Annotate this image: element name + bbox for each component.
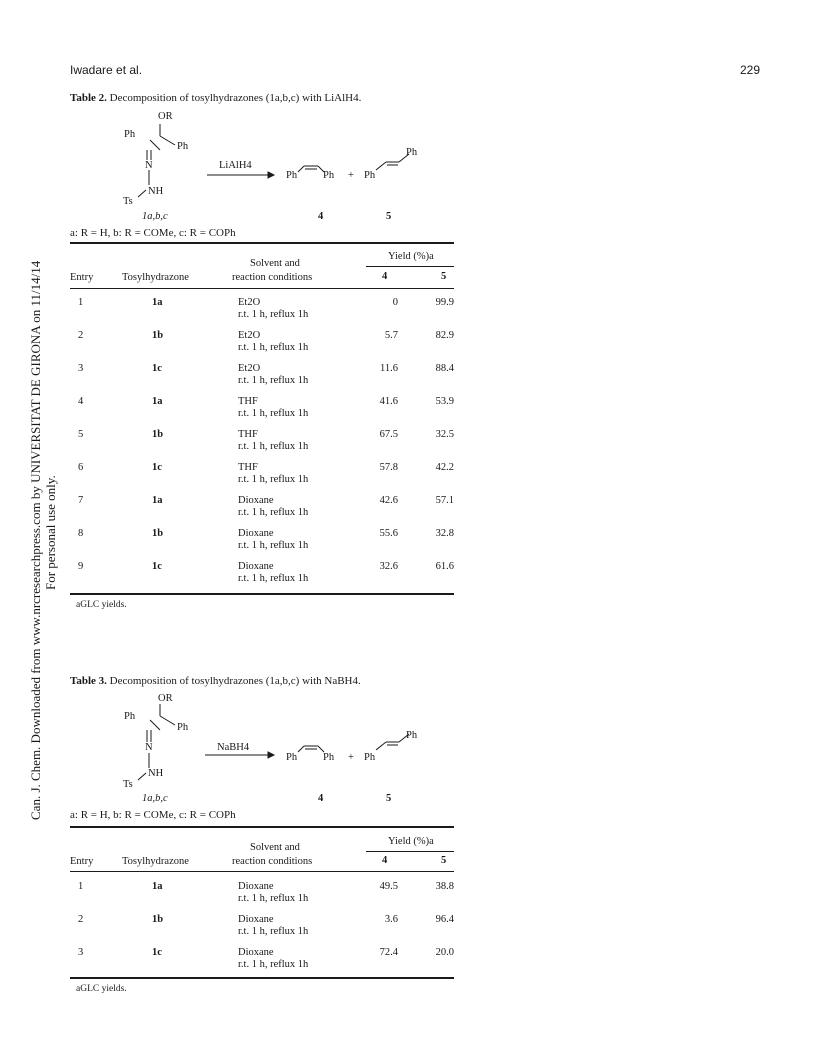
table3-scheme-ph-left: Ph (124, 711, 136, 722)
cell-conditions: r.t. 1 h, reflux 1h (238, 893, 309, 904)
cell-solvent: THF (238, 429, 258, 440)
table3-scheme-p4-ph2: Ph (323, 752, 335, 763)
cell-conditions: r.t. 1 h, reflux 1h (238, 926, 309, 937)
table3-scheme-reagent: NaBH4 (217, 742, 250, 753)
cell-conditions: r.t. 1 h, reflux 1h (238, 375, 309, 386)
cell-solvent: Dioxane (238, 528, 274, 539)
table3-scheme-p5-ph1: Ph (364, 752, 376, 763)
table2-header-solvent-2: reaction conditions (232, 272, 313, 283)
table2-scheme-ph-right: Ph (177, 141, 189, 152)
cell-y4: 41.6 (379, 396, 398, 407)
cell-entry: 9 (78, 561, 84, 572)
table2-scheme-reagent: LiAlH4 (219, 160, 252, 171)
table3-bottom-rule (70, 977, 454, 979)
table3-scheme-ph-right: Ph (177, 722, 189, 733)
table2-bottom-rule (70, 593, 454, 595)
cell-entry: 6 (78, 462, 84, 473)
table2-yield-rule (366, 266, 454, 267)
table3-yield-rule (366, 851, 454, 852)
table2-header-rule (70, 288, 454, 289)
table3-scheme-plus: + (348, 752, 354, 763)
cell-y4: 72.4 (379, 947, 398, 958)
cell-conditions: r.t. 1 h, reflux 1h (238, 441, 309, 452)
table3-header-col5: 5 (441, 855, 447, 866)
table3-top-rule (70, 826, 454, 828)
cell-tosyl: 1a (152, 495, 163, 506)
cell-entry: 8 (78, 528, 84, 539)
cell-tosyl: 1b (152, 429, 164, 440)
table3-header-yield: Yield (%)a (388, 836, 434, 847)
table2-scheme-n: N (145, 160, 153, 171)
cell-tosyl: 1c (152, 947, 162, 958)
cell-conditions: r.t. 1 h, reflux 1h (238, 474, 309, 485)
cell-solvent: Et2O (238, 363, 261, 374)
table2-scheme-label-5: 5 (386, 211, 392, 222)
side-note-line1: Can. J. Chem. Downloaded from www.nrcresearchpress.com by UNIVERSITAT DE GIRONA on 11/14/14 (28, 260, 43, 820)
cell-y4: 49.5 (379, 881, 398, 892)
table2-header-solvent-1: Solvent and (250, 258, 300, 269)
table2-caption-text: Decomposition of tosylhydrazones (1a,b,c) with LiAlH4. (109, 92, 362, 104)
table2-scheme-ph-left: Ph (124, 129, 136, 140)
cell-y5: 42.2 (435, 462, 454, 473)
cell-tosyl: 1b (152, 914, 164, 925)
cell-entry: 2 (78, 914, 84, 925)
cell-y5: 20.0 (435, 947, 454, 958)
table2-header-col5: 5 (441, 271, 447, 282)
table3-header-solvent-1: Solvent and (250, 842, 300, 853)
cell-y4: 0 (392, 297, 398, 308)
table3-header-entry: Entry (70, 856, 94, 867)
cell-y5: 99.9 (435, 297, 454, 308)
table3-scheme-compound-label: 1a,b,c (142, 793, 168, 804)
cell-y4: 55.6 (379, 528, 398, 539)
cell-conditions: r.t. 1 h, reflux 1h (238, 309, 309, 320)
table2-scheme-p5-ph1: Ph (364, 170, 376, 181)
table2-scheme-compound-label: 1a,b,c (142, 211, 168, 222)
cell-tosyl: 1a (152, 297, 163, 308)
table2-header-yield: Yield (%)a (388, 251, 434, 262)
cell-y5: 53.9 (435, 396, 454, 407)
cell-conditions: r.t. 1 h, reflux 1h (238, 507, 309, 518)
cell-entry: 3 (78, 947, 84, 958)
cell-tosyl: 1a (152, 396, 163, 407)
cell-tosyl: 1b (152, 330, 164, 341)
cell-conditions: r.t. 1 h, reflux 1h (238, 408, 309, 419)
table3-caption-text: Decomposition of tosylhydrazones (1a,b,c) with NaBH4. (109, 675, 361, 687)
cell-solvent: THF (238, 462, 258, 473)
table2-scheme-plus: + (348, 170, 354, 181)
table3-header-rule (70, 871, 454, 872)
cell-solvent: Dioxane (238, 561, 274, 572)
cell-solvent: Dioxane (238, 495, 274, 506)
cell-entry: 1 (78, 297, 84, 308)
cell-solvent: Dioxane (238, 947, 274, 958)
table3-header-col4: 4 (382, 855, 388, 866)
cell-y4: 11.6 (380, 363, 398, 374)
table2-footnote: aGLC yields. (76, 600, 127, 610)
table3-scheme-n: N (145, 742, 153, 753)
cell-conditions: r.t. 1 h, reflux 1h (238, 342, 309, 353)
cell-tosyl: 1c (152, 561, 162, 572)
table2-scheme-p4-ph2: Ph (323, 170, 335, 181)
cell-y4: 5.7 (384, 330, 398, 341)
cell-conditions: r.t. 1 h, reflux 1h (238, 959, 309, 970)
cell-solvent: Dioxane (238, 881, 274, 892)
cell-y4: 42.6 (379, 495, 398, 506)
table2-legend: a: R = H, b: R = COMe, c: R = COPh (70, 227, 236, 239)
cell-y4: 57.8 (379, 462, 398, 473)
cell-y4: 3.6 (384, 914, 398, 925)
table2-scheme-ts: Ts (123, 196, 133, 207)
cell-entry: 4 (78, 396, 84, 407)
table2-top-rule (70, 242, 454, 244)
table3-scheme-p4-ph1: Ph (286, 752, 298, 763)
table3-scheme-p5-ph2: Ph (406, 730, 418, 741)
cell-solvent: Dioxane (238, 914, 274, 925)
cell-tosyl: 1b (152, 528, 164, 539)
cell-y5: 82.9 (435, 330, 454, 341)
table3-scheme-label-4: 4 (318, 793, 324, 804)
table2-header-col4: 4 (382, 271, 388, 282)
table3-footnote: aGLC yields. (76, 984, 127, 994)
cell-y5: 38.8 (435, 881, 454, 892)
side-note-line2: For personal use only. (43, 475, 58, 590)
cell-conditions: r.t. 1 h, reflux 1h (238, 540, 309, 551)
cell-entry: 2 (78, 330, 84, 341)
table2-header-entry: Entry (70, 272, 94, 283)
table3-header-solvent-2: reaction conditions (232, 856, 313, 867)
cell-y5: 32.8 (435, 528, 454, 539)
table2-scheme-p5-ph2: Ph (406, 147, 418, 158)
cell-y5: 57.1 (435, 495, 454, 506)
table2-scheme-nh: NH (148, 186, 164, 197)
cell-tosyl: 1c (152, 462, 162, 473)
table3-scheme-bonds (0, 680, 817, 830)
cell-y5: 88.4 (435, 363, 454, 374)
cell-solvent: Et2O (238, 330, 261, 341)
running-author: Iwadare et al. (70, 63, 143, 77)
cell-entry: 1 (78, 881, 84, 892)
cell-solvent: THF (238, 396, 258, 407)
table3-scheme-label-5: 5 (386, 793, 392, 804)
cell-solvent: Et2O (238, 297, 261, 308)
cell-y4: 67.5 (379, 429, 398, 440)
cell-y5: 61.6 (435, 561, 454, 572)
cell-y5: 32.5 (435, 429, 454, 440)
page-number: 229 (740, 63, 761, 77)
cell-entry: 3 (78, 363, 84, 374)
table3-scheme-ts: Ts (123, 779, 133, 790)
table2-header-tosyl: Tosylhydrazone (122, 272, 189, 283)
table2-scheme-or: OR (158, 111, 173, 122)
table2-scheme-p4-ph1: Ph (286, 170, 298, 181)
cell-conditions: r.t. 1 h, reflux 1h (238, 573, 309, 584)
table3-scheme-or: OR (158, 693, 173, 704)
cell-y4: 32.6 (379, 561, 398, 572)
cell-tosyl: 1c (152, 363, 162, 374)
cell-y5: 96.4 (435, 914, 454, 925)
table3-scheme-nh: NH (148, 768, 164, 779)
cell-entry: 7 (78, 495, 84, 506)
table2-scheme-label-4: 4 (318, 211, 324, 222)
table2-caption-label: Table 2. (70, 92, 107, 104)
table3-caption-label: Table 3. (70, 675, 107, 687)
table3-legend: a: R = H, b: R = COMe, c: R = COPh (70, 809, 236, 821)
cell-tosyl: 1a (152, 881, 163, 892)
cell-entry: 5 (78, 429, 84, 440)
table3-header-tosyl: Tosylhydrazone (122, 856, 189, 867)
